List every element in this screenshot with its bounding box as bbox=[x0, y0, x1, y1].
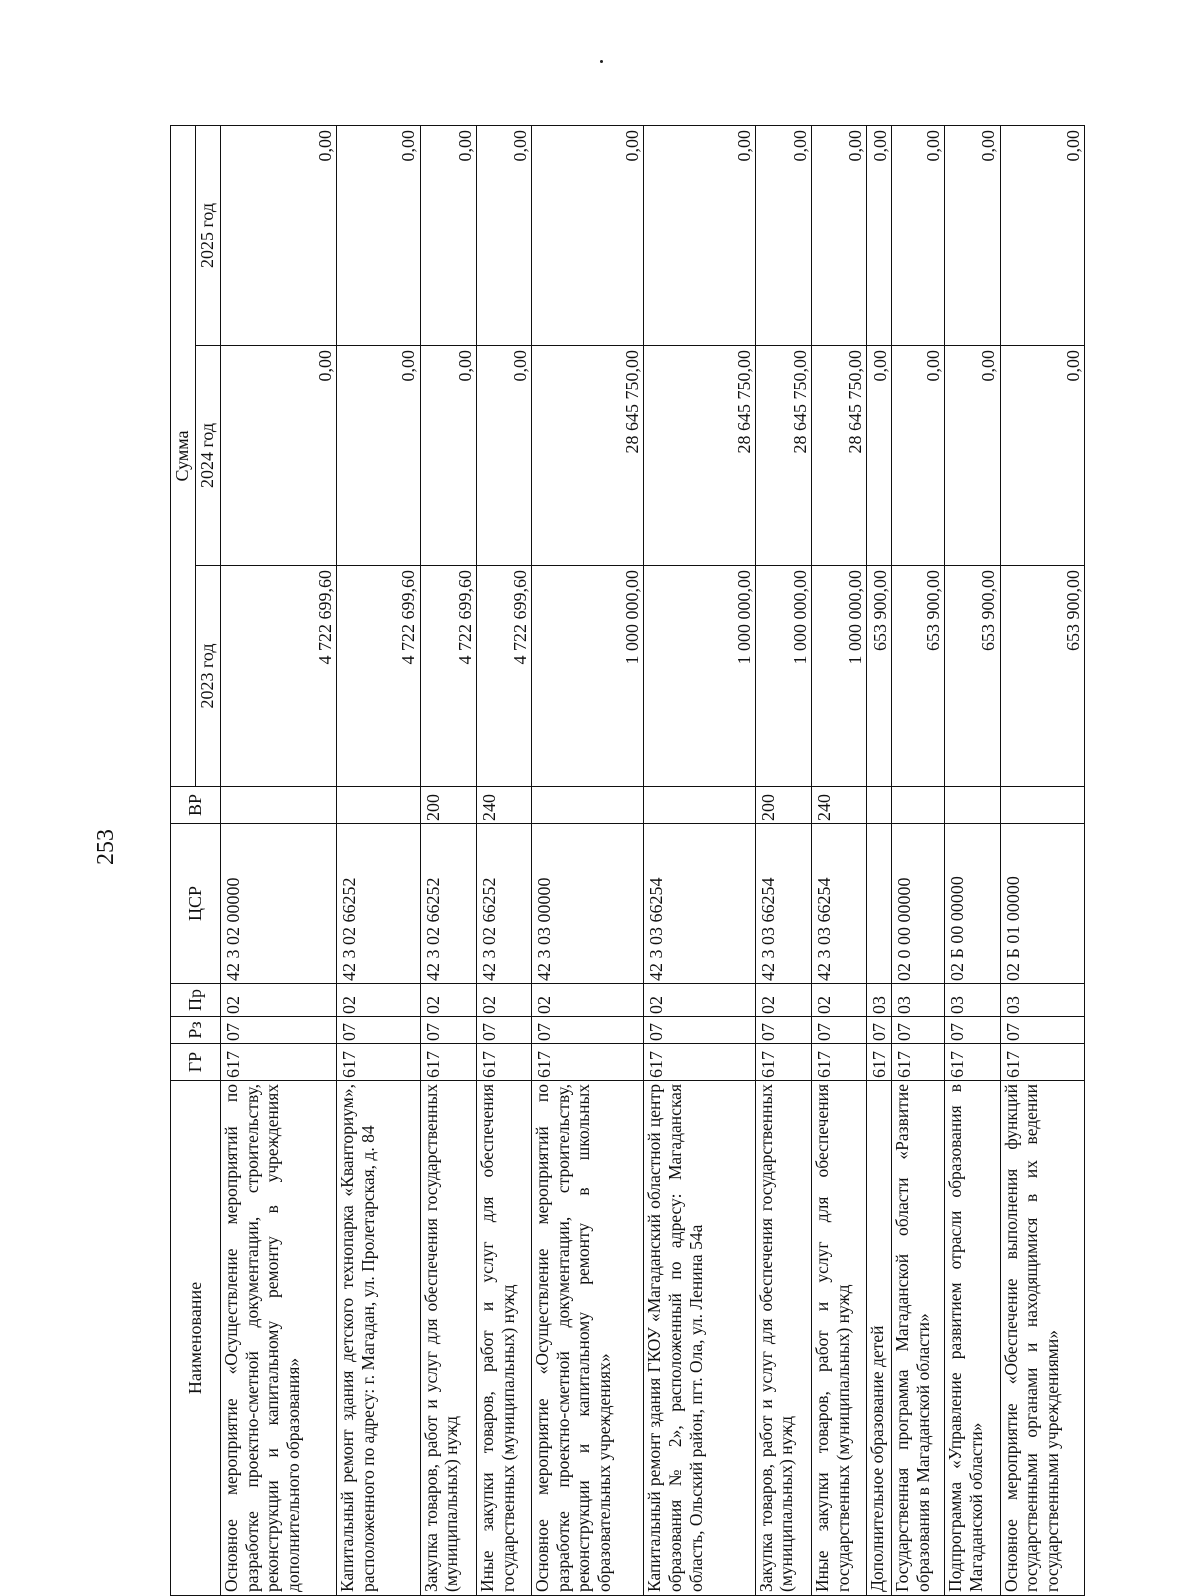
cell-rz: 07 bbox=[644, 1017, 755, 1044]
cell-name: Подпрограмма «Управление развитием отрасли образования в Магаданской области» bbox=[945, 1081, 1000, 1596]
cell-2023: 653 900,00 bbox=[945, 566, 1000, 787]
cell-vr bbox=[945, 787, 1000, 824]
cell-rz: 07 bbox=[476, 1017, 531, 1044]
cell-gr: 617 bbox=[337, 1044, 420, 1081]
cell-name: Дополнительное образование детей bbox=[867, 1081, 892, 1596]
cell-csr: 42 3 02 66252 bbox=[420, 824, 476, 984]
cell-csr: 42 3 03 00000 bbox=[532, 824, 644, 984]
cell-csr: 42 3 02 00000 bbox=[221, 824, 337, 984]
cell-2023: 653 900,00 bbox=[1000, 566, 1084, 787]
cell-name: Капитальный ремонт здания ГКОУ «Магаданский областной центр образования № 2», расположенный по адресу: Магаданская область, Ольский район, пгт. Ола, ул. Ленина 54а bbox=[644, 1081, 755, 1596]
cell-gr: 617 bbox=[532, 1044, 644, 1081]
cell-name: Капитальный ремонт здания детского технопарка «Кванториум», расположенного по адресу: г. Магадан, ул. Пролетарская, д. 84 bbox=[337, 1081, 420, 1596]
header-pr: Пр bbox=[171, 984, 221, 1017]
budget-table bbox=[170, 125, 1085, 1596]
cell-name: Иные закупки товаров, работ и услуг для обеспечения государственных (муниципальных) нужд bbox=[811, 1081, 866, 1596]
cell-name: Основное мероприятие «Обеспечение выполнения функций государственными органами и находящимися в их ведении государственными учреждениями» bbox=[1000, 1081, 1084, 1596]
cell-pr: 03 bbox=[945, 984, 1000, 1017]
cell-rz: 07 bbox=[420, 1017, 476, 1044]
cell-vr bbox=[644, 787, 755, 824]
cell-2023: 4 722 699,60 bbox=[476, 566, 531, 787]
header-year-2025: 2025 год bbox=[196, 125, 221, 345]
cell-csr: 42 3 03 66254 bbox=[644, 824, 755, 984]
table-row bbox=[532, 125, 644, 1595]
header-year-2024: 2024 год bbox=[196, 346, 221, 566]
cell-vr: 240 bbox=[476, 787, 531, 824]
cell-vr bbox=[221, 787, 337, 824]
cell-gr: 617 bbox=[420, 1044, 476, 1081]
cell-2024: 0,00 bbox=[1000, 346, 1084, 566]
cell-2023: 1 000 000,00 bbox=[644, 566, 755, 787]
table-row bbox=[644, 125, 755, 1595]
cell-2025: 0,00 bbox=[811, 125, 866, 345]
cell-csr: 02 0 00 00000 bbox=[892, 824, 945, 984]
cell-pr: 02 bbox=[476, 984, 531, 1017]
cell-gr: 617 bbox=[476, 1044, 531, 1081]
cell-2024: 0,00 bbox=[221, 346, 337, 566]
cell-gr: 617 bbox=[221, 1044, 337, 1081]
cell-vr bbox=[532, 787, 644, 824]
table-row bbox=[337, 125, 420, 1595]
cell-pr: 03 bbox=[892, 984, 945, 1017]
cell-gr: 617 bbox=[755, 1044, 811, 1081]
cell-2025: 0,00 bbox=[337, 125, 420, 345]
cell-2024: 28 645 750,00 bbox=[644, 346, 755, 566]
cell-rz: 07 bbox=[532, 1017, 644, 1044]
cell-name: Закупка товаров, работ и услуг для обеспечения государственных (муниципальных) нужд bbox=[420, 1081, 476, 1596]
cell-csr: 42 3 03 66254 bbox=[811, 824, 866, 984]
cell-name: Закупка товаров, работ и услуг для обеспечения государственных (муниципальных) нужд bbox=[755, 1081, 811, 1596]
cell-pr: 02 bbox=[420, 984, 476, 1017]
cell-2025: 0,00 bbox=[892, 125, 945, 345]
cell-2024: 0,00 bbox=[337, 346, 420, 566]
cell-2024: 28 645 750,00 bbox=[532, 346, 644, 566]
rotated-table-container bbox=[170, 126, 1085, 1596]
cell-pr: 02 bbox=[644, 984, 755, 1017]
header-row-top bbox=[171, 125, 196, 1595]
cell-vr bbox=[892, 787, 945, 824]
cell-rz: 07 bbox=[945, 1017, 1000, 1044]
cell-csr: 02 Б 00 00000 bbox=[945, 824, 1000, 984]
table-row bbox=[755, 125, 811, 1595]
cell-2025: 0,00 bbox=[755, 125, 811, 345]
cell-2023: 1 000 000,00 bbox=[532, 566, 644, 787]
cell-2024: 0,00 bbox=[867, 346, 892, 566]
cell-gr: 617 bbox=[892, 1044, 945, 1081]
cell-2023: 1 000 000,00 bbox=[755, 566, 811, 787]
cell-rz: 07 bbox=[1000, 1017, 1084, 1044]
cell-2023: 4 722 699,60 bbox=[221, 566, 337, 787]
header-name: Наименование bbox=[171, 1081, 221, 1596]
page-number: 253 bbox=[93, 829, 119, 865]
cell-gr: 617 bbox=[945, 1044, 1000, 1081]
cell-rz: 07 bbox=[892, 1017, 945, 1044]
cell-gr: 617 bbox=[811, 1044, 866, 1081]
cell-2025: 0,00 bbox=[476, 125, 531, 345]
cell-pr: 03 bbox=[1000, 984, 1084, 1017]
cell-pr: 02 bbox=[337, 984, 420, 1017]
header-vr: ВР bbox=[171, 787, 221, 824]
cell-name: Государственная программа Магаданской области «Развитие образования в Магаданской области» bbox=[892, 1081, 945, 1596]
table-row bbox=[892, 125, 945, 1595]
cell-vr bbox=[337, 787, 420, 824]
cell-2023: 1 000 000,00 bbox=[811, 566, 866, 787]
table-body bbox=[221, 125, 1085, 1595]
cell-2025: 0,00 bbox=[420, 125, 476, 345]
cell-rz: 07 bbox=[867, 1017, 892, 1044]
cell-2025: 0,00 bbox=[867, 125, 892, 345]
cell-vr bbox=[867, 787, 892, 824]
header-rz: Рз bbox=[171, 1017, 221, 1044]
cell-rz: 07 bbox=[337, 1017, 420, 1044]
cell-gr: 617 bbox=[644, 1044, 755, 1081]
cell-2023: 653 900,00 bbox=[892, 566, 945, 787]
cell-rz: 07 bbox=[221, 1017, 337, 1044]
table-row bbox=[420, 125, 476, 1595]
cell-2024: 28 645 750,00 bbox=[755, 346, 811, 566]
cell-2025: 0,00 bbox=[221, 125, 337, 345]
table-row bbox=[221, 125, 337, 1595]
header-gr: ГР bbox=[171, 1044, 221, 1081]
cell-csr: 02 Б 01 00000 bbox=[1000, 824, 1084, 984]
cell-name: Основное мероприятие «Осуществление мероприятий по разработке проектно-сметной документации, строительству, реконструкции и капитальному ремонту в школьных образовательных учреждениях» bbox=[532, 1081, 644, 1596]
cell-gr: 617 bbox=[867, 1044, 892, 1081]
cell-csr bbox=[867, 824, 892, 984]
cell-vr: 200 bbox=[755, 787, 811, 824]
cell-name: Иные закупки товаров, работ и услуг для обеспечения государственных (муниципальных) нужд bbox=[476, 1081, 531, 1596]
cell-2024: 0,00 bbox=[476, 346, 531, 566]
cell-2024: 0,00 bbox=[892, 346, 945, 566]
header-year-2023: 2023 год bbox=[196, 566, 221, 787]
table-row bbox=[476, 125, 531, 1595]
table-row bbox=[867, 125, 892, 1595]
cell-2025: 0,00 bbox=[1000, 125, 1084, 345]
cell-name: Основное мероприятие «Осуществление мероприятий по разработке проектно-сметной документации, строительству, реконструкции и капитальному ремонту в учреждениях дополнительного образования» bbox=[221, 1081, 337, 1596]
cell-2023: 4 722 699,60 bbox=[420, 566, 476, 787]
cell-2024: 28 645 750,00 bbox=[811, 346, 866, 566]
cell-2024: 0,00 bbox=[420, 346, 476, 566]
header-sum: Сумма bbox=[171, 125, 196, 786]
header-csr: ЦСР bbox=[171, 824, 221, 984]
cell-rz: 07 bbox=[755, 1017, 811, 1044]
cell-pr: 02 bbox=[221, 984, 337, 1017]
cell-pr: 02 bbox=[532, 984, 644, 1017]
cell-2025: 0,00 bbox=[532, 125, 644, 345]
scan-speck bbox=[600, 60, 603, 63]
table-row bbox=[1000, 125, 1084, 1595]
cell-pr: 02 bbox=[755, 984, 811, 1017]
cell-pr: 03 bbox=[867, 984, 892, 1017]
cell-2025: 0,00 bbox=[644, 125, 755, 345]
cell-gr: 617 bbox=[1000, 1044, 1084, 1081]
table-row bbox=[811, 125, 866, 1595]
cell-csr: 42 3 02 66252 bbox=[476, 824, 531, 984]
cell-2023: 653 900,00 bbox=[867, 566, 892, 787]
cell-2025: 0,00 bbox=[945, 125, 1000, 345]
cell-vr bbox=[1000, 787, 1084, 824]
cell-2023: 4 722 699,60 bbox=[337, 566, 420, 787]
cell-rz: 07 bbox=[811, 1017, 866, 1044]
cell-2024: 0,00 bbox=[945, 346, 1000, 566]
cell-csr: 42 3 03 66254 bbox=[755, 824, 811, 984]
cell-vr: 200 bbox=[420, 787, 476, 824]
cell-csr: 42 3 02 66252 bbox=[337, 824, 420, 984]
cell-pr: 02 bbox=[811, 984, 866, 1017]
table-row bbox=[945, 125, 1000, 1595]
cell-vr: 240 bbox=[811, 787, 866, 824]
